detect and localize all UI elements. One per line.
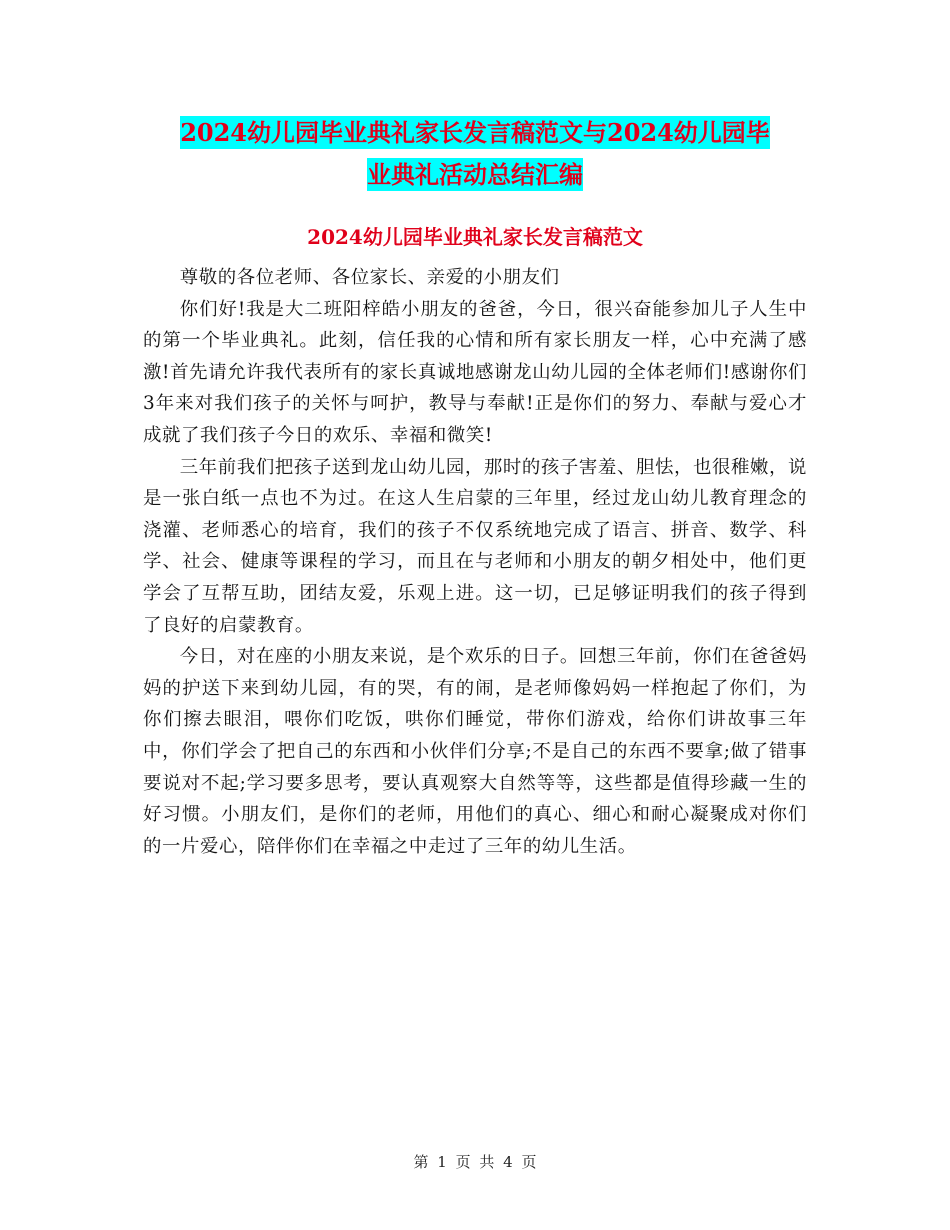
paragraph: 你们好!我是大二班阳梓皓小朋友的爸爸，今日，很兴奋能参加儿子人生中的第一个毕业典礼。此刻，信任我的心情和所有家长朋友一样，心中充满了感激!首先请允许我代表所有的家长真诚地感谢龙山幼儿园的全体老师们!感谢你们3年来对我们孩子的关怀与呵护，教导与奉献!正是你们的努力、奉献与爱心才成就了我们孩子今日的欢乐、幸福和微笑! <box>143 298 807 446</box>
document-title <box>140 112 810 196</box>
body-text <box>143 262 807 862</box>
paragraph: 三年前我们把孩子送到龙山幼儿园，那时的孩子害羞、胆怯，也很稚嫩，说是一张白纸一点也不为过。在这人生启蒙的三年里，经过龙山幼儿教育理念的浇灌、老师悉心的培育，我们的孩子不仅系统地完成了语言、拼音、数学、科学、社会、健康等课程的学习，而且在与老师和小朋友的朝夕相处中，他们更学会了互帮互助，团结友爱，乐观上进。这一切，已足够证明我们的孩子得到了良好的启蒙教育。 <box>143 456 807 636</box>
paragraph-salutation: 尊敬的各位老师、各位家长、亲爱的小朋友们 <box>179 267 560 288</box>
page-footer: 第 1 页 共 4 页 <box>413 1153 537 1171</box>
title-line-1: 2024幼儿园毕业典礼家长发言稿范文与2024幼儿园毕 <box>180 118 770 147</box>
section-title: 2024幼儿园毕业典礼家长发言稿范文 <box>307 225 643 249</box>
title-line-2: 业典礼活动总结汇编 <box>367 160 583 189</box>
paragraph: 今日，对在座的小朋友来说，是个欢乐的日子。回想三年前，你们在爸爸妈妈的护送下来到幼儿园，有的哭，有的闹，是老师像妈妈一样抱起了你们，为你们擦去眼泪，喂你们吃饭，哄你们睡觉，带你们游戏，给你们讲故事三年中，你们学会了把自己的东西和小伙伴们分享;不是自己的东西不要拿;做了错事要说对不起;学习要多思考，要认真观察大自然等等，这些都是值得珍藏一生的好习惯。小朋友们，是你们的老师，用他们的真心、细心和耐心凝聚成对你们的一片爱心，陪伴你们在幸福之中走过了三年的幼儿生活。 <box>143 646 807 857</box>
